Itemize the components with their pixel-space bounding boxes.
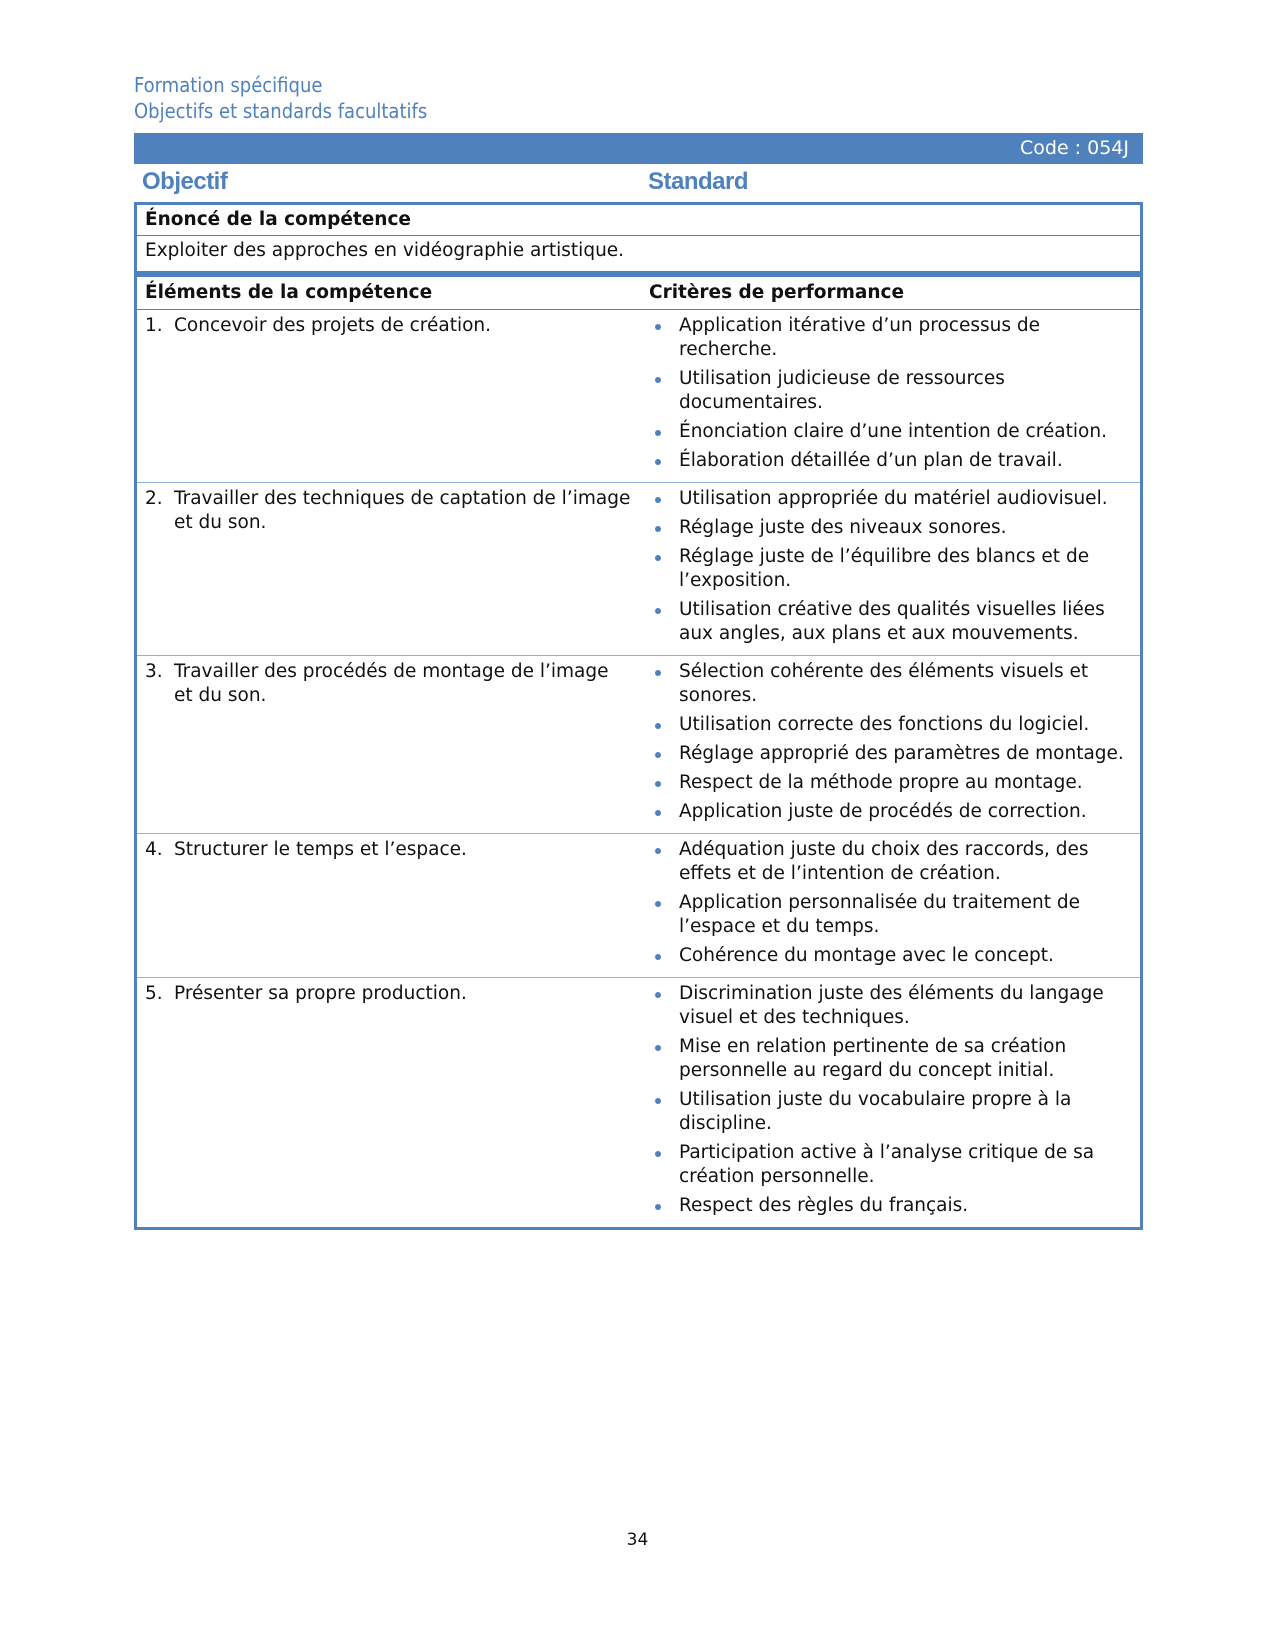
criteria-cell xyxy=(641,310,1140,482)
elements-header: Éléments de la compétence xyxy=(145,282,433,303)
objectif-title: Objectif xyxy=(142,168,228,195)
element-number: 2. xyxy=(145,488,163,509)
page-number: 34 xyxy=(626,1530,649,1550)
header-line-2: Objectifs et standards facultatifs xyxy=(134,99,428,123)
criterion-item: Utilisation juste du vocabulaire propre à la discipline. xyxy=(649,1088,1132,1136)
criteria-list xyxy=(649,487,1132,646)
element-number: 5. xyxy=(145,983,163,1004)
element-text: Travailler des techniques de captation de l’image et du son. xyxy=(174,488,631,533)
criterion-item: Utilisation correcte des fonctions du logiciel. xyxy=(649,713,1132,737)
criteria-list xyxy=(649,838,1132,968)
criterion-item: Participation active à l’analyse critique de sa création personnelle. xyxy=(649,1141,1132,1189)
criterion-item: Discrimination juste des éléments du langage visuel et des techniques. xyxy=(649,982,1132,1030)
header-line-1: Formation spécifique xyxy=(134,73,323,97)
criterion-item: Cohérence du montage avec le concept. xyxy=(649,944,1132,968)
criterion-item: Réglage approprié des paramètres de montage. xyxy=(649,742,1132,766)
element-number: 4. xyxy=(145,839,163,860)
criterion-item: Réglage juste des niveaux sonores. xyxy=(649,516,1132,540)
criteria-list xyxy=(649,314,1132,473)
criteria-list xyxy=(649,660,1132,824)
criterion-item: Respect des règles du français. xyxy=(649,1194,1132,1218)
enonce-table xyxy=(134,202,1143,274)
standard-title: Standard xyxy=(648,168,749,195)
criteria-cell xyxy=(641,656,1140,833)
criterion-item: Sélection cohérente des éléments visuels et sonores. xyxy=(649,660,1132,708)
criteria-cell xyxy=(641,978,1140,1227)
criterion-item: Application juste de procédés de correction. xyxy=(649,800,1132,824)
table-row xyxy=(137,977,1140,1227)
criterion-item: Mise en relation pertinente de sa création personnelle au regard du concept initial. xyxy=(649,1035,1132,1083)
criterion-item: Respect de la méthode propre au montage. xyxy=(649,771,1132,795)
criterion-item: Énonciation claire d’une intention de création. xyxy=(649,420,1132,444)
competence-table xyxy=(134,274,1143,1230)
criteria-list xyxy=(649,982,1132,1218)
criterion-item: Élaboration détaillée d’un plan de travail. xyxy=(649,449,1132,473)
criteres-header: Critères de performance xyxy=(649,282,905,303)
criterion-item: Adéquation juste du choix des raccords, des effets et de l’intention de création. xyxy=(649,838,1132,886)
code-label: Code : 054J xyxy=(1020,137,1129,159)
element-text: Travailler des procédés de montage de l’image et du son. xyxy=(174,661,609,706)
table-row xyxy=(137,482,1140,655)
element-number: 3. xyxy=(145,661,163,682)
element-text: Structurer le temps et l’espace. xyxy=(174,839,467,860)
element-cell xyxy=(137,310,641,482)
column-titles xyxy=(134,164,1143,200)
enonce-label: Énoncé de la compétence xyxy=(145,209,411,230)
criteria-cell xyxy=(641,483,1140,655)
element-text: Présenter sa propre production. xyxy=(174,983,467,1004)
criterion-item: Utilisation créative des qualités visuelles liées aux angles, aux plans et aux mouvements. xyxy=(649,598,1132,646)
criterion-item: Application itérative d’un processus de recherche. xyxy=(649,314,1132,362)
table-header xyxy=(137,277,1140,309)
table-row xyxy=(137,309,1140,482)
page-header xyxy=(134,72,427,124)
criterion-item: Utilisation appropriée du matériel audiovisuel. xyxy=(649,487,1132,511)
criterion-item: Utilisation judicieuse de ressources documentaires. xyxy=(649,367,1132,415)
criterion-item: Application personnalisée du traitement de l’espace et du temps. xyxy=(649,891,1132,939)
element-number: 1. xyxy=(145,315,163,336)
enonce-text: Exploiter des approches en vidéographie artistique. xyxy=(137,235,1140,271)
table-row xyxy=(137,655,1140,833)
element-text: Concevoir des projets de création. xyxy=(174,315,492,336)
criterion-item: Réglage juste de l’équilibre des blancs et de l’exposition. xyxy=(649,545,1132,593)
table-row xyxy=(137,833,1140,977)
element-cell xyxy=(137,978,641,1227)
element-cell xyxy=(137,483,641,655)
element-cell xyxy=(137,656,641,833)
element-cell xyxy=(137,834,641,977)
code-bar xyxy=(134,133,1143,164)
criteria-cell xyxy=(641,834,1140,977)
